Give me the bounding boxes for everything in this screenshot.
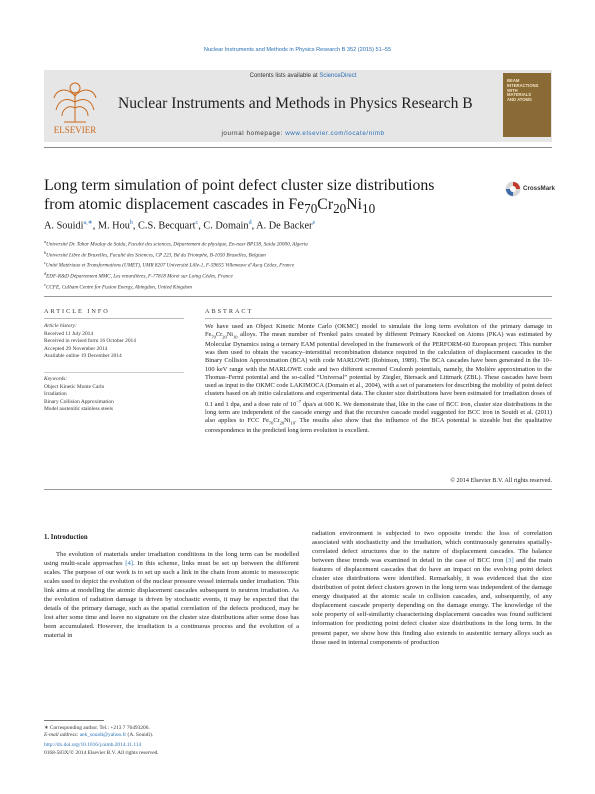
- author-affiliation-link[interactable]: e: [312, 220, 316, 226]
- email-label: E-mail address:: [44, 732, 80, 738]
- affiliation-text: Université Libre de Bruxelles, Faculté des Sciences, CP 223, Bd du Triomphe, B-1050 Bruxelles, Belgium: [46, 252, 266, 259]
- abstract-el: Fe: [262, 416, 269, 424]
- keyword: Binary Collision Approximation: [44, 398, 114, 405]
- abstract-part: dpa/s at 600 K. We demonstrate that, like in the case of BCC iron, cluster size distributions in the long term are independent of the cascade energy and that the recursive cascade model suggested for BCC iron in Souidi et al. (2011) also applies to FCC: [205, 400, 553, 424]
- affiliation-marker: e: [44, 281, 46, 287]
- author-affiliation-link[interactable]: c: [195, 220, 199, 226]
- title-line-1: Long term simulation of point defect cluster size distributions: [44, 177, 435, 194]
- crossmark-label: CrossMark: [523, 185, 555, 192]
- history-line: Received in revised form 16 October 2014: [44, 338, 136, 344]
- article-info-heading: ARTICLE INFO: [44, 308, 110, 315]
- affiliation: [44, 238, 544, 249]
- author-affiliation-link[interactable]: a,∗: [83, 220, 93, 226]
- article-title: [44, 176, 489, 218]
- doi-link[interactable]: http://dx.doi.org/10.1016/j.nimb.2014.11.114: [44, 742, 142, 748]
- header-divider: [44, 147, 552, 148]
- crossmark-icon: [505, 180, 521, 198]
- sciencedirect-link[interactable]: ScienceDirect: [319, 73, 357, 79]
- keywords: [44, 376, 194, 414]
- affiliation-marker: c: [44, 260, 46, 266]
- article-history: [44, 323, 194, 361]
- email-suffix: (A. Souidi).: [126, 732, 154, 738]
- affiliation-text: Unité Matériaux et Transformations (UMET), UMR 8207 Université Lille-1, F-59655 Villeneuve d’Ascq Cédex, France: [45, 263, 295, 270]
- cover-line: WITH: [507, 87, 518, 93]
- abstract-sub: 10: [290, 420, 295, 426]
- affiliation-marker: b: [44, 249, 47, 255]
- title-line-2: from atomic displacement cascades in Fe: [44, 196, 305, 213]
- article-history-label: Article history:: [44, 323, 77, 329]
- cover-line: INTERACTIONS: [507, 82, 539, 88]
- citation-link[interactable]: [3]: [505, 557, 514, 565]
- affiliation-text: Université Dr. Tahar Moulay de Saida, Faculté des sciences, Département de physique, En-nasr BP138, Saida 20000, Algeria: [46, 241, 308, 248]
- affiliation-text: EDF-R&D Département MMC, Les renardières, F-77818 Moret sur Loing Cédex, France: [46, 273, 233, 280]
- homepage-prefix: journal homepage:: [221, 130, 286, 137]
- abstract-el: Cr: [273, 416, 280, 424]
- abstract-el: Fe: [205, 331, 212, 339]
- abstract-sub: 10: [233, 334, 238, 340]
- title-sub: 20: [333, 201, 347, 217]
- keywords-label: Keywords:: [44, 376, 68, 382]
- journal-homepage: [108, 130, 498, 137]
- abstract-exponent: −7: [296, 398, 302, 404]
- keyword: Object Kinetic Monte Carlo: [44, 383, 105, 390]
- abstract-el: Ni: [284, 416, 291, 424]
- keyword: Irradiation: [44, 391, 67, 397]
- introduction-heading: 1. Introduction: [44, 534, 88, 541]
- email-link[interactable]: aek_souidi@yahoo.fr: [79, 732, 127, 738]
- abstract-sub: 70: [268, 420, 274, 426]
- abstract-el: Cr: [215, 331, 223, 339]
- history-line: Accepted 29 November 2014: [44, 345, 108, 352]
- introduction-right-column: [312, 529, 552, 647]
- email-line: [44, 732, 304, 739]
- keyword: Model austenitic stainless steels: [44, 406, 114, 412]
- history-line: Received 11 July 2014: [44, 330, 94, 337]
- abstract-text: [205, 323, 552, 435]
- author: A. De Backer: [256, 220, 313, 232]
- copyright-notice: © 2014 Elsevier B.V. All rights reserved.: [450, 477, 552, 484]
- cover-line: MATERIALS: [507, 92, 532, 98]
- svg-text:ELSEVIER: ELSEVIER: [53, 125, 97, 135]
- body-text: radiation environment is subjected to two opposite trends: the loss of correlation associated with stochasticity and the irradiation, which continuously generates spatially-correlated defect structures due to the nature of displacement cascades. The balance between these trends was examined in detail in the case of BCC iron: [312, 530, 552, 565]
- cover-line: BEAM: [507, 78, 520, 83]
- contents-prefix: Contents lists available at: [249, 73, 320, 79]
- body-text: . In this scheme, links must be set up between the different scales. The purpose of our work is to set up such a link in the chain from atomic to mesoscopic scales used to depict the evolution of the nuclear pressure vessel internals under irradiation. This link aims at modelling the atomic displacement cascades subsequent to neutron irradiation. As the evolution of radiation damage is driven by stochastic events, it may be expected that the details of the primary damage, such as the spatial correlation of the defects produced, may be lost after some time and leave no signature on the cluster size distributions after some dose has been accumulated. However, the irradiation is a continuous process and the evolution of a material in: [44, 560, 299, 640]
- abstract-sub: 70: [211, 334, 216, 340]
- corresponding-author-note: ∗ Corresponding author. Tel.: +213 7 76493206.: [44, 725, 150, 731]
- abstract-divider: [205, 318, 552, 319]
- author: C.S. Becquart: [138, 220, 196, 232]
- introduction-left-column: [44, 550, 299, 640]
- affiliation-list: [44, 238, 544, 292]
- body-text: and the main features of displacement cascades that do have an impact on the evolving point defect cluster size distributions were identified. Remarkably, it was evidenced that the size distribution of point defect clusters grown in the long term was independent of the damage energy dissipated at the atomic scale in collision cascades, and, subsequently, of any displacement cascade property depending on the damage energy. The knowledge of the sole property of self-similarity characterising displacement cascades was found sufficient information for predicting point defect cluster size distributions in the long term. In the present paper, we show how this finding also extends to austenitic ternary alloys such as those used in internal components of production: [312, 557, 552, 646]
- author: M. Hou: [97, 220, 130, 232]
- abstract-part: . The results also show that the influence of the BCA potential is sizeable but the qualitative correspondence in the predicted long term evolution is excellent.: [205, 416, 552, 435]
- abstract-heading: ABSTRACT: [205, 308, 254, 315]
- title-sub: 10: [362, 201, 376, 217]
- history-line: Available online 19 December 2014: [44, 353, 122, 359]
- crossmark-button[interactable]: [505, 180, 555, 200]
- doi-block: [44, 742, 304, 757]
- title-el: Cr: [317, 196, 334, 213]
- issn-line: 0168-583X/© 2014 Elsevier B.V. All rights reserved.: [44, 749, 159, 756]
- body-text: The evolution of materials under irradiation conditions in the long term can be modelled using multi-scale approaches: [44, 551, 299, 568]
- article-info-divider: [44, 318, 184, 319]
- affiliation-marker: a: [44, 239, 47, 244]
- homepage-link[interactable]: www.elsevier.com/locate/nimb: [285, 130, 385, 137]
- abstract-el: Ni: [226, 331, 234, 339]
- abstract-sub: 20: [222, 334, 227, 340]
- contents-available-line: [108, 73, 498, 79]
- abstract-part: alloys. The mean number of Frenkel pairs created by different Primary Knocked on Atoms (PKA) was estimated by Molecular Dynamics using a ternary EAM potential developed in the framework of the PERFORM-60 European project. This number was then used to obtain the vacancy–interstitial recombination distance required in the calculation of displacement cascades in the Binary Collision Approximation (BCA) with code MARLOWE (Robinson, 1989). The BCA cascades have been generated in the 10–100 keV range with the MARLOWE code and two different screened Coulomb potentials, namely, the Molière approximation to the Thomas–Fermi potential and the so-called “Universal” potential by Ziegler, Biersack and Littmark (ZBL). These cascades have been used as input to the OKMC code LAKIMOCA (Domain et al., 2004), with a set of parameters for describing the mobility of point defect clusters based on ab initio calculations and experimental data. The cluster size distributions have been estimated for irradiation doses of 0.1 and 1 dpa, and a dose rate of 10: [205, 331, 552, 408]
- affiliation: [44, 259, 544, 270]
- section-divider: [44, 296, 552, 297]
- citation-link[interactable]: [4]: [125, 560, 133, 568]
- affiliation-text: CCFE, Culham Centre for Fusion Energy, Abingdon, United Kingdom: [45, 284, 192, 291]
- author: A. Souidi: [44, 220, 84, 232]
- journal-title: Nuclear Instruments and Methods in Physics Research B: [118, 95, 473, 112]
- footnote-divider: [44, 720, 104, 721]
- title-sub: 70: [304, 201, 318, 217]
- abstract-sub: 20: [279, 420, 285, 426]
- author: C. Domain: [203, 220, 249, 232]
- footnote: [44, 725, 304, 739]
- affiliation: [44, 270, 544, 281]
- author-affiliation-link[interactable]: b: [129, 220, 133, 226]
- title-el: Ni: [346, 196, 363, 213]
- author-list: A. Souidi$^{a,∗}$, M. Hou$^b$, C.S. Becquart$^c$, C. Domain$^d$, A. De Backer$^e$: [44, 220, 316, 232]
- affiliation: [44, 249, 544, 260]
- affiliation: [44, 281, 544, 292]
- journal-reference[interactable]: Nuclear Instruments and Methods in Physics Research B 352 (2015) 51–55: [203, 47, 392, 53]
- journal-cover-image: [503, 73, 551, 137]
- cover-line: AND ATOMS: [507, 97, 532, 103]
- keywords-divider: [44, 372, 184, 373]
- cover-text: [507, 79, 547, 103]
- abstract-end-divider: [44, 489, 552, 490]
- author-affiliation-link[interactable]: d: [248, 220, 252, 226]
- abstract-part: We have used an Object Kinetic Monte Carlo (OKMC) model to simulate the long term evolution of the primary damage in: [205, 323, 552, 330]
- elsevier-logo: [46, 72, 104, 136]
- affiliation-marker: d: [44, 271, 47, 277]
